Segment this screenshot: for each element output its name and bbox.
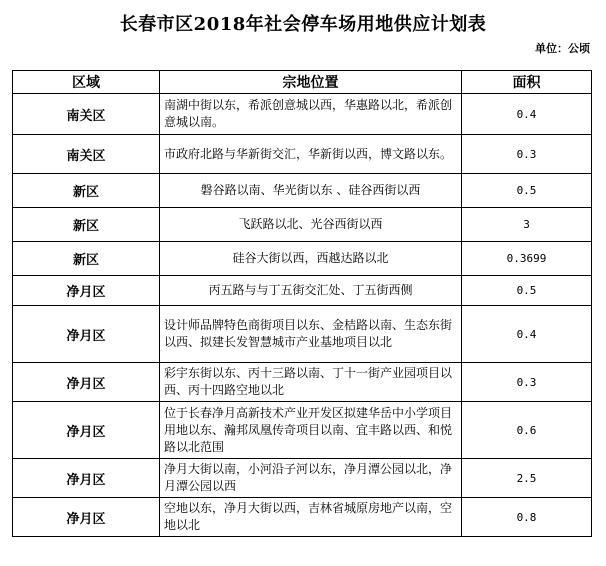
- unit-label: 单位：公顷: [535, 42, 590, 55]
- table-row: [13, 459, 592, 498]
- row-region: 净月区: [13, 498, 160, 537]
- row-region: 南关区: [13, 135, 160, 174]
- row-region: 净月区: [13, 459, 160, 498]
- row-area: 0.6: [462, 402, 592, 459]
- header-region: 区域: [13, 71, 160, 94]
- row-region: 净月区: [13, 363, 160, 402]
- row-area: 0.5: [462, 276, 592, 306]
- table-row: [13, 135, 592, 174]
- row-area: 2.5: [462, 459, 592, 498]
- row-region: 新区: [13, 242, 160, 276]
- row-location: 硅谷大街以西，西越达路以北: [160, 242, 462, 276]
- row-area: 0.8: [462, 498, 592, 537]
- land-supply-table: [12, 70, 592, 537]
- row-location: 南湖中街以东，希派创意城以西，华惠路以北，希派创意城以南。: [160, 94, 462, 135]
- table-row: [13, 174, 592, 208]
- table-row: [13, 306, 592, 363]
- table-row: [13, 94, 592, 135]
- table-row: [13, 208, 592, 242]
- table-row: [13, 363, 592, 402]
- row-area: 0.4: [462, 94, 592, 135]
- row-region: 南关区: [13, 94, 160, 135]
- row-area: 0.3: [462, 135, 592, 174]
- table-header-row: [13, 71, 592, 94]
- row-area: 0.3: [462, 363, 592, 402]
- row-location: 净月大街以南，小河沿子河以东，净月潭公园以北，净月潭公园以西: [160, 459, 462, 498]
- row-area: 0.4: [462, 306, 592, 363]
- page-title: 长春市区2018年社会停车场用地供应计划表: [119, 14, 487, 35]
- table-row: [13, 276, 592, 306]
- row-area: 0.3699: [462, 242, 592, 276]
- row-location: 空地以东，净月大街以西，吉林省城原房地产以南，空地以北: [160, 498, 462, 537]
- row-region: 新区: [13, 208, 160, 242]
- row-area: 0.5: [462, 174, 592, 208]
- table-row: [13, 402, 592, 459]
- row-region: 净月区: [13, 402, 160, 459]
- row-region: 净月区: [13, 306, 160, 363]
- table-row: [13, 498, 592, 537]
- row-location: 位于长春净月高新技术产业开发区拟建华岳中小学项目用地以东、瀚邦凤凰传奇项目以南、宜丰路以西、和悦路以北范围: [160, 402, 462, 459]
- header-location: 宗地位置: [160, 71, 462, 94]
- table-row: [13, 242, 592, 276]
- header-area: 面积: [462, 71, 592, 94]
- row-area: 3: [462, 208, 592, 242]
- row-region: 净月区: [13, 276, 160, 306]
- row-location: 彩宇东街以东、丙十三路以南、丁十一街产业园项目以西、丙十四路空地以北: [160, 363, 462, 402]
- row-location: 设计师品牌特色商街项目以东、金桔路以南、生态东街以西、拟建长发智慧城市产业基地项目以北: [160, 306, 462, 363]
- row-location: 市政府北路与华新街交汇，华新街以西，博文路以东。: [160, 135, 462, 174]
- row-location: 飞跃路以北、光谷西街以西: [160, 208, 462, 242]
- row-location: 丙五路与与丁五街交汇处、丁五街西侧: [160, 276, 462, 306]
- row-location: 磐谷路以南、华光街以东 、硅谷西街以西: [160, 174, 462, 208]
- row-region: 新区: [13, 174, 160, 208]
